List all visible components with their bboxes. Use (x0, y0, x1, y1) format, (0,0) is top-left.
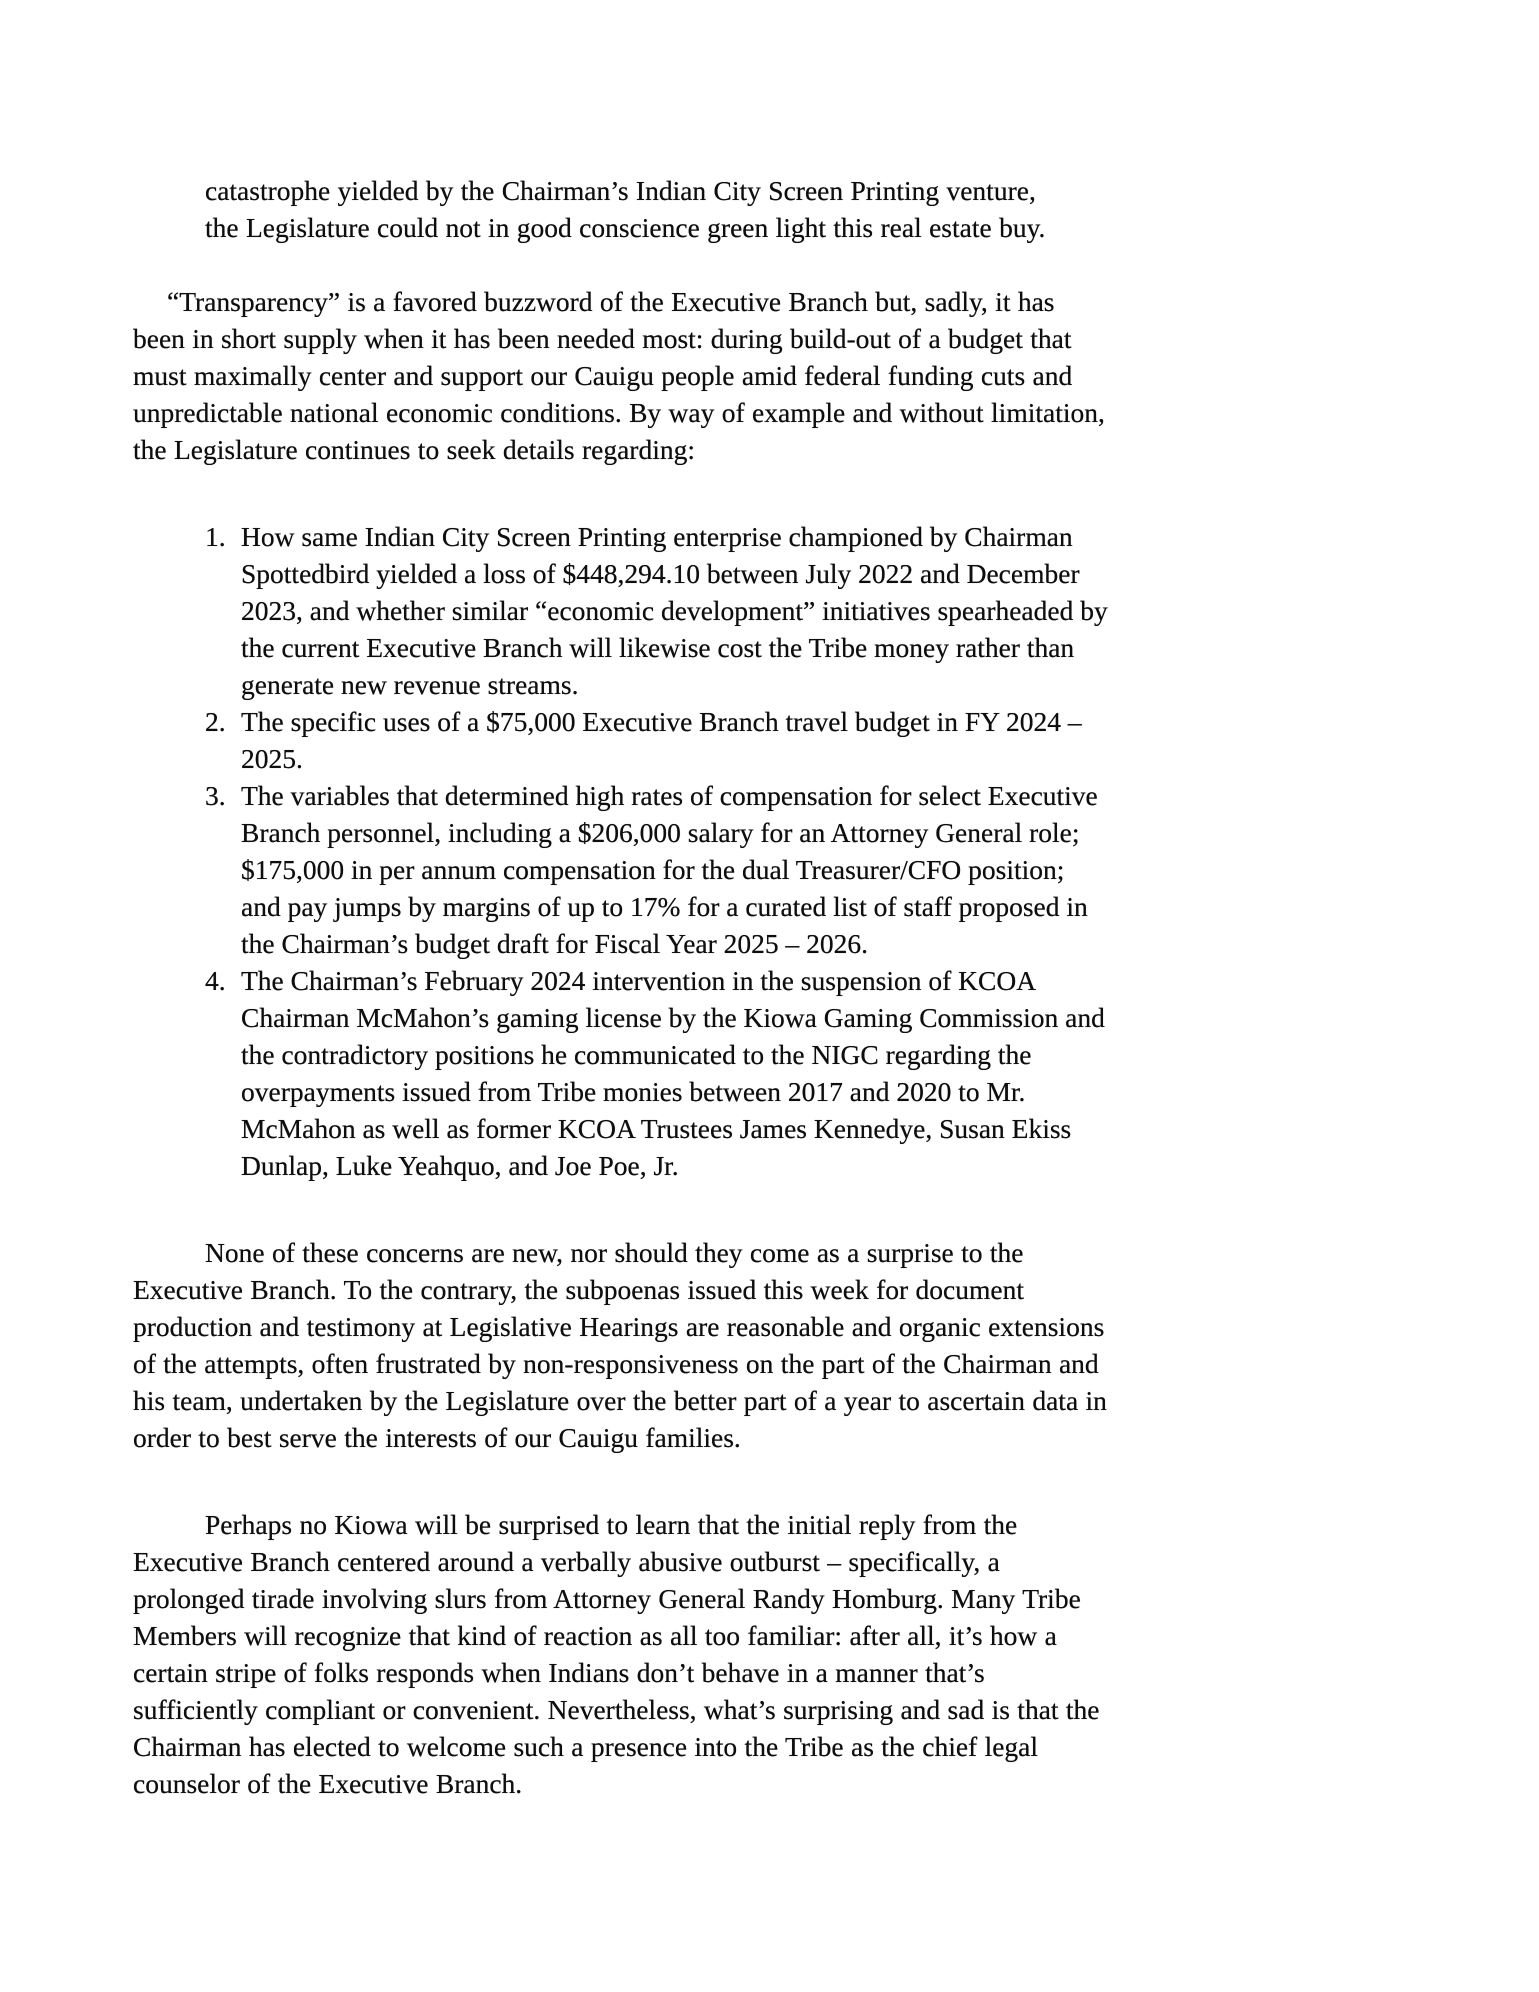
list-item-number: 4. (205, 965, 226, 996)
list-item-text: The specific uses of a $75,000 Executive Branch travel budget in FY 2024 – 2025. (241, 706, 1082, 774)
list-item-text: How same Indian City Screen Printing enterprise championed by Chairman Spottedbird yielded a loss of $448,294.10 between July 2022 and December 2023, and whether similar “economic development” initiatives spearheaded by the current Executive Branch will likewise cost the Tribe money rather than generate new revenue streams. (241, 521, 1108, 700)
intro-paragraph: “Transparency” is a favored buzzword of the Executive Branch but, sadly, it has been in short supply when it has been needed most: during build-out of a budget that must maximally center and support our Cauigu people amid federal funding cuts and unpredictable national economic conditions. By way of example and without limitation, the Legislature continues to seek details regarding: (133, 286, 1105, 465)
quote-paragraph: catastrophe yielded by the Chairman’s Indian City Screen Printing venture, the Legislature could not in good conscience green light this real estate buy. (205, 175, 1046, 243)
list-item (205, 962, 1108, 1184)
none-of-these-concerns-paragraph: None of these concerns are new, nor should they come as a surprise to the Executive Branch. To the contrary, the subpoenas issued this week for document production and testimony at Legislative Hearings are reasonable and organic extensions of the attempts, often frustrated by non-responsiveness on the part of the Chairman and his team, undertaken by the Legislature over the better part of a year to ascertain data in order to best serve the interests of our Cauigu families. (133, 1237, 1107, 1453)
perhaps-no-kiowa-paragraph: Perhaps no Kiowa will be surprised to learn that the initial reply from the Executive Branch centered around a verbally abusive outburst – specifically, a prolonged tirade involving slurs from Attorney General Randy Homburg. Many Tribe Members will recognize that kind of reaction as all too familiar: after all, it’s how a certain stripe of folks responds when Indians don’t behave in a manner that’s sufficiently compliant or convenient. Nevertheless, what’s surprising and sad is that the Chairman has elected to welcome such a presence into the Tribe as the chief legal counselor of the Executive Branch. (133, 1509, 1100, 1799)
numbered-list (133, 518, 1108, 1184)
list-item (205, 777, 1108, 962)
list-item (205, 518, 1108, 703)
list-item-number: 2. (205, 706, 226, 737)
list-item-number: 3. (205, 780, 226, 811)
list-item-text: The variables that determined high rates of compensation for select Executive Branch personnel, including a $206,000 salary for an Attorney General role; $175,000 in per annum compensation for the dual Treasurer/CFO position; and pay jumps by margins of up to 17% for a curated list of staff proposed in the Chairman’s budget draft for Fiscal Year 2025 – 2026. (241, 780, 1098, 959)
list-item-number: 1. (205, 521, 226, 552)
list-item-text: The Chairman’s February 2024 intervention in the suspension of KCOA Chairman McMahon’s gaming license by the Kiowa Gaming Commission and the contradictory positions he communicated to the NIGC regarding the overpayments issued from Tribe monies between 2017 and 2020 to Mr. McMahon as well as former KCOA Trustees James Kennedye, Susan Ekiss Dunlap, Luke Yeahquo, and Joe Poe, Jr. (241, 965, 1105, 1181)
list-item (205, 703, 1108, 777)
